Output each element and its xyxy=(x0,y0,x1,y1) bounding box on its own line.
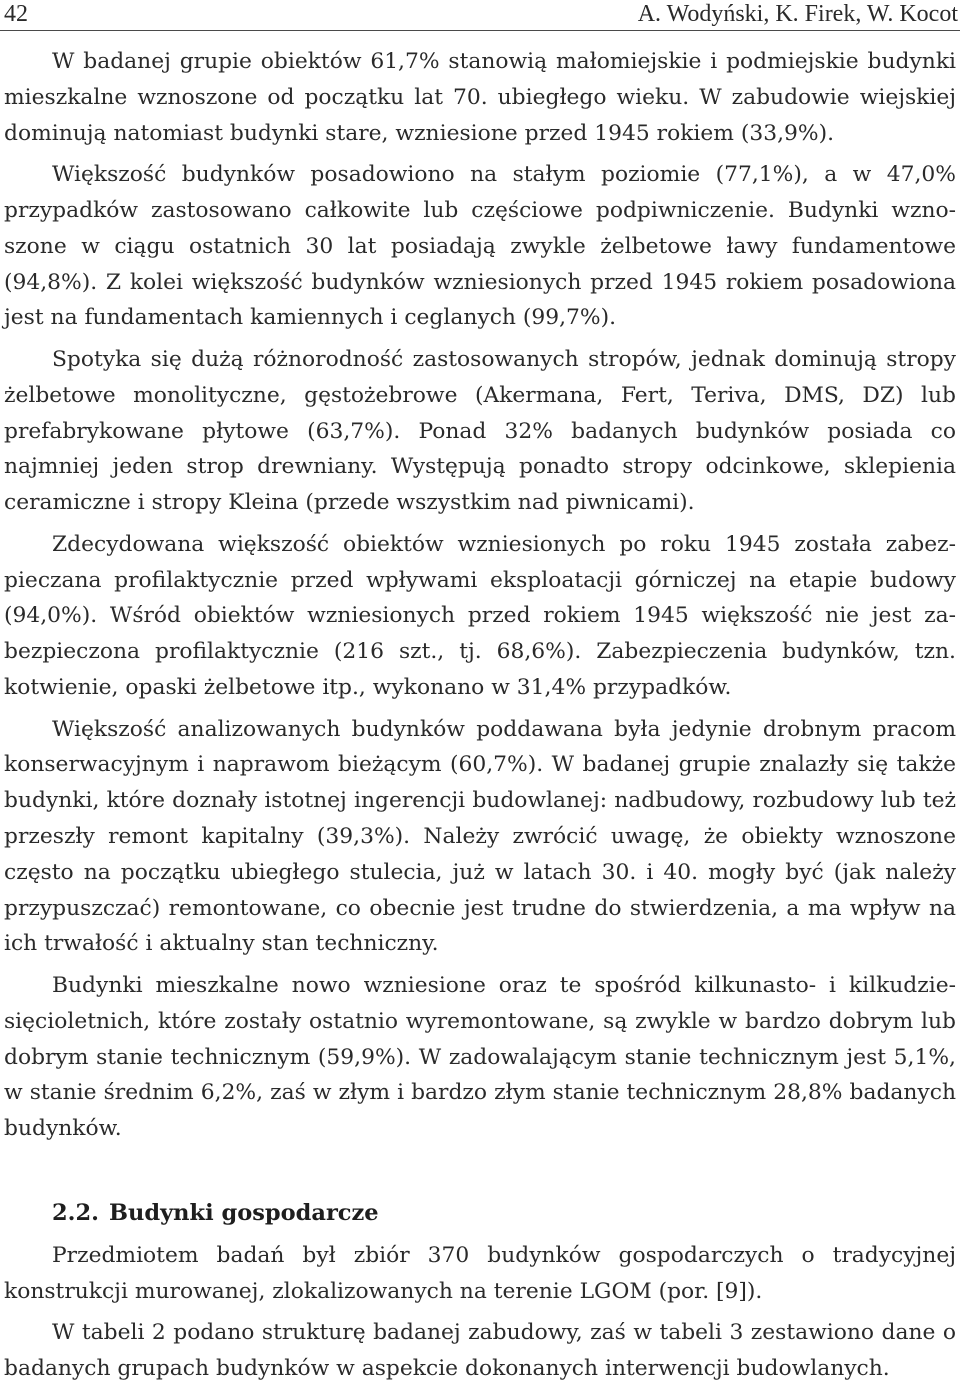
paragraph: Budynki mieszkalne nowo wzniesione oraz te spośród kilkunasto- i kilkudziesięcioletnich, które zostały ostatnio wyremontowane, są zwykle w bardzo dobrym lub dobrym stanie technicznym (59,9%). W zadowalającym stanie technicznym jest 5,1%, w stanie średnim 6,2%, zaś w złym i bardzo złym stanie technicznym 28,8% badanych budynków. xyxy=(4,972,956,1142)
section-heading xyxy=(52,1198,956,1228)
paragraph: W tabeli 2 podano strukturę badanej zabudowy, zaś w tabeli 3 zestawiono dane o badanych grupach budynków w aspekcie dokonanych interwencji budowlanych. xyxy=(4,1320,956,1382)
paragraph: Większość budynków posadowiono na stałym poziomie (77,1%), a w 47,0% przypadków zastosowano całkowite lub częściowe podpiwniczenie. Budynki wznoszone w ciągu ostatnich 30 lat posiadają zwykle żelbetowe ławy fundamentowe (94,8%). Z kolei większość budynków wzniesionych przed 1945 rokiem posadowiona jest na fundamentach kamiennych i ceglanych (99,7%). xyxy=(4,162,956,331)
paragraph: Przedmiotem badań był zbiór 370 budynków gospodarczych o tradycyjnej konstrukcji murowanej, zlokalizowanych na terenie LGOM (por. [9]). xyxy=(4,1242,956,1304)
section-number: 2.2. xyxy=(52,1199,99,1226)
page-body xyxy=(4,44,956,1387)
paragraph: Spotyka się dużą różnorodność zastosowanych stropów, jednak dominują stropy żelbetowe monolityczne, gęstożebrowe (Akermana, Fert, Teriva, DMS, DZ) lub prefabrykowane płytowe (63,7%). Ponad 32% badanych budynków posiada co najmniej jeden strop drewniany. Występują ponadto stropy odcinkowe, sklepienia ceramiczne i stropy Kleina (przede wszystkim nad piwnicami). xyxy=(4,346,956,516)
running-head-authors: A. Wodyński, K. Firek, W. Kocot xyxy=(637,1,958,27)
page-number: 42 xyxy=(4,1,28,27)
paragraph: Zdecydowana większość obiektów wzniesionych po roku 1945 została zabezpieczana profilaktycznie przed wpływami eksploatacji górniczej na etapie budowy (94,0%). Wśród obiektów wzniesionych przed rokiem 1945 większość nie jest zabezpieczona profilaktycznie (216 szt., tj. 68,6%). Zabezpieczenia budynków, tzn. kotwienie, opaski żelbetowe itp., wykonano w 31,4% przypadków. xyxy=(4,531,956,700)
page-header xyxy=(0,0,960,31)
section-title: Budynki gospodarcze xyxy=(108,1199,379,1226)
paragraph: W badanej grupie obiektów 61,7% stanowią małomiejskie i podmiejskie budynki mieszkalne wznoszone od początku lat 70. ubiegłego wieku. W zabudowie wiejskiej dominują natomiast budynki stare, wzniesione przed 1945 rokiem (33,9%). xyxy=(4,49,956,146)
paragraph: Większość analizowanych budynków poddawana była jedynie drobnym pracom konserwacyjnym i naprawom bieżącym (60,7%). W badanej grupie znalazły się także budynki, które doznały istotnej ingerencji budowlanej: nadbudowy, rozbudowy lub też przeszły remont kapitalny (39,3%). Należy zwrócić uwagę, że obiekty wznoszone często na początku ubiegłego stulecia, już w latach 30. i 40. mogły być (jak należy przypuszczać) remontowane, co obecnie jest trudne do stwierdzenia, a ma wpływ na ich trwałość i aktualny stan techniczny. xyxy=(4,716,956,957)
